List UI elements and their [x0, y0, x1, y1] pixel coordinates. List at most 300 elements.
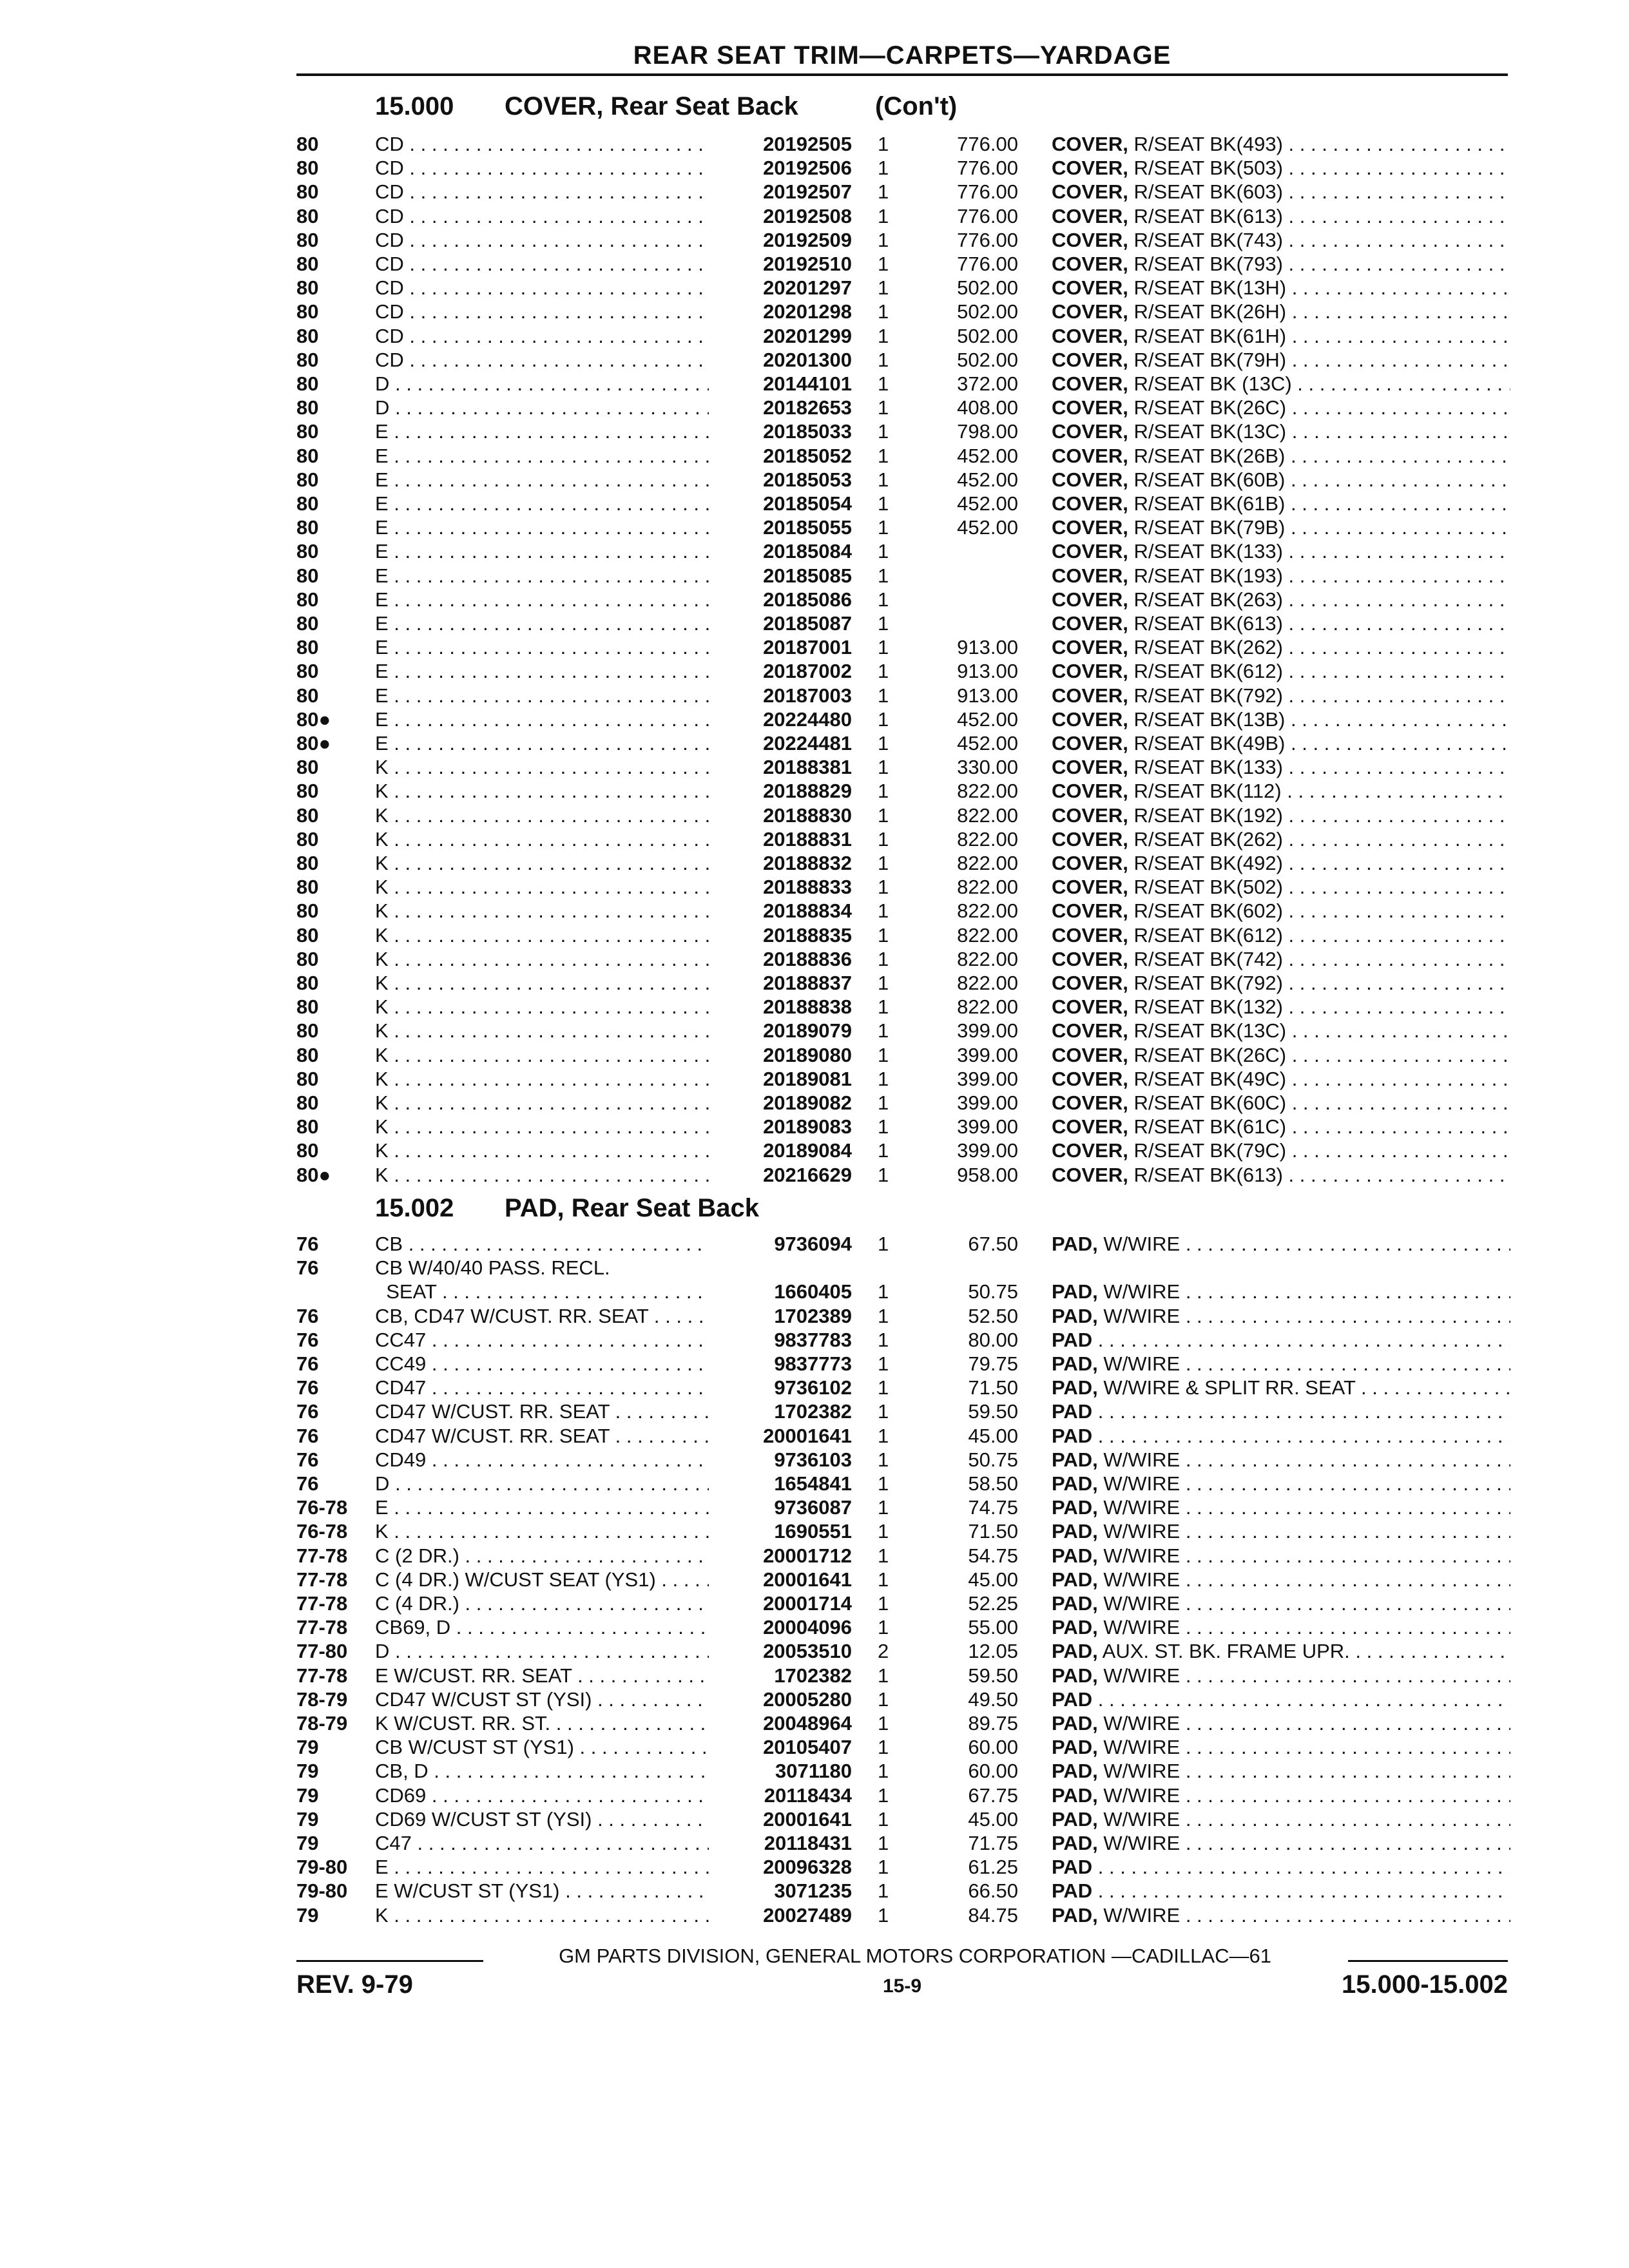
description-noun: COVER, [1052, 1067, 1128, 1090]
part-number: 20216629 [709, 1163, 852, 1187]
description-noun: COVER, [1052, 372, 1128, 395]
description-noun: COVER, [1052, 612, 1128, 635]
body-style: CD47 W/CUST ST (YSI) . . . [375, 1687, 723, 1711]
quantity: 1 [878, 732, 889, 754]
part-description [1052, 1903, 1510, 1927]
part-description [1052, 1043, 1510, 1067]
part-number: 20001641 [709, 1568, 852, 1591]
description-text: R/SEAT BK(792) [1133, 684, 1283, 707]
description-text: R/SEAT BK(60B) [1133, 468, 1286, 491]
part-number: 20188829 [709, 779, 852, 803]
model-year: 77-78 [296, 1664, 348, 1687]
part-description [1052, 564, 1510, 588]
part-description [1052, 228, 1510, 252]
model-year: 77-78 [296, 1544, 348, 1567]
description-text: R/SEAT BK(742) [1133, 947, 1283, 970]
body-style: K . . . [375, 827, 723, 851]
part-description [1052, 1280, 1510, 1303]
part-description [1052, 1615, 1510, 1639]
list-price: 776.00 [957, 180, 1018, 204]
part-description [1052, 684, 1510, 707]
body-style: E . . . [375, 515, 723, 539]
quantity: 1 [878, 1903, 889, 1927]
model-year: 80 [296, 253, 319, 275]
part-description [1052, 779, 1510, 803]
description-text: R/SEAT BK(61H) [1133, 324, 1287, 347]
description-text: R/SEAT BK(13B) [1133, 707, 1286, 731]
part-description [1052, 468, 1510, 492]
description-noun: COVER, [1052, 707, 1128, 731]
part-description [1052, 348, 1510, 372]
description-noun: PAD, [1052, 1544, 1098, 1567]
part-number: 20189083 [709, 1115, 852, 1139]
model-year: 80 [296, 852, 319, 874]
list-price: 822.00 [957, 923, 1018, 947]
table-row [0, 300, 1629, 323]
quantity: 1 [878, 1760, 889, 1783]
part-description [1052, 1831, 1510, 1855]
description-text: R/SEAT BK(193) [1133, 564, 1283, 587]
body-style: CD47 W/CUST. RR. SEAT . . . [375, 1399, 723, 1423]
description-noun: COVER, [1052, 756, 1128, 779]
model-year: 79-80 [296, 1879, 348, 1903]
table-row [0, 1831, 1629, 1855]
body-style: CD47 . . . [375, 1376, 723, 1399]
description-noun: COVER, [1052, 253, 1128, 275]
body-style: C47 . . . [375, 1831, 723, 1855]
quantity: 1 [878, 372, 889, 395]
part-number: 9736102 [709, 1376, 852, 1399]
model-year: 76 [296, 1328, 319, 1351]
description-text: W/WIRE [1103, 1783, 1181, 1807]
model-year: 80 [296, 899, 319, 923]
table-row [0, 995, 1629, 1019]
part-description [1052, 132, 1510, 156]
list-price: 399.00 [957, 1043, 1018, 1066]
description-noun: COVER, [1052, 540, 1128, 563]
list-price: 71.50 [968, 1520, 1018, 1543]
list-price: 958.00 [957, 1163, 1018, 1186]
section-heading [0, 92, 1629, 124]
part-description [1052, 923, 1510, 947]
table-row [0, 803, 1629, 827]
list-price: 58.50 [968, 1472, 1018, 1495]
quantity: 1 [878, 1568, 889, 1591]
list-price: 71.75 [968, 1832, 1018, 1854]
table-row [0, 1711, 1629, 1735]
part-description [1052, 635, 1510, 659]
body-style: D . . . [375, 1472, 723, 1495]
description-noun: COVER, [1052, 803, 1128, 827]
quantity: 1 [878, 1807, 889, 1831]
quantity: 1 [878, 1091, 889, 1114]
part-description [1052, 276, 1510, 300]
model-year: 80 [296, 636, 319, 659]
model-year: 79 [296, 1807, 319, 1831]
body-style: CB W/CUST ST (YS1) . . . [375, 1735, 723, 1759]
table-row [0, 1424, 1629, 1448]
model-year: 80 [296, 396, 319, 419]
description-noun: PAD, [1052, 1496, 1098, 1519]
quantity: 1 [878, 1496, 889, 1519]
description-noun: PAD, [1052, 1520, 1098, 1543]
table-row [0, 1735, 1629, 1759]
part-number: 20188834 [709, 899, 852, 923]
description-noun: COVER, [1052, 180, 1128, 204]
body-style: E . . . [375, 1495, 723, 1519]
body-style: C (4 DR.) W/CUST SEAT (YS1) . . . [375, 1568, 723, 1591]
description-text: W/WIRE [1103, 1807, 1181, 1831]
body-style: E . . . [375, 635, 723, 659]
quantity: 1 [878, 1163, 889, 1186]
part-description [1052, 1879, 1510, 1903]
part-description [1052, 1687, 1510, 1711]
part-number: 9736103 [709, 1448, 852, 1472]
list-price: 399.00 [957, 1115, 1018, 1139]
title-rule [296, 73, 1508, 76]
table-row [0, 659, 1629, 683]
description-text: R/SEAT BK(613) [1133, 204, 1283, 227]
part-number: 20185055 [709, 515, 852, 539]
description-noun: COVER, [1052, 972, 1128, 994]
model-year: 80 [296, 492, 319, 515]
list-price: 913.00 [957, 636, 1018, 659]
body-style: E . . . [375, 564, 723, 588]
body-style: CD . . . [375, 276, 723, 300]
description-noun: COVER, [1052, 588, 1128, 611]
part-number: 9736094 [709, 1232, 852, 1256]
body-style: SEAT . . . [375, 1280, 723, 1303]
list-price: 399.00 [957, 1019, 1018, 1043]
list-price: 502.00 [957, 300, 1018, 323]
model-year: 76 [296, 1256, 319, 1280]
body-style: D . . . [375, 396, 723, 419]
part-number: 20189080 [709, 1043, 852, 1067]
part-number: 20048964 [709, 1711, 852, 1735]
model-year: 80● [296, 707, 331, 731]
table-row [0, 1687, 1629, 1711]
quantity: 1 [878, 780, 889, 803]
body-style: K . . . [375, 1115, 723, 1139]
description-noun: PAD, [1052, 1783, 1098, 1807]
part-number: 20027489 [709, 1903, 852, 1927]
description-noun: PAD, [1052, 1352, 1098, 1375]
body-style: E . . . [375, 611, 723, 635]
table-row [0, 252, 1629, 276]
part-description [1052, 156, 1510, 180]
body-style: CD . . . [375, 204, 723, 228]
description-text: R/SEAT BK(492) [1133, 852, 1283, 874]
model-year: 80 [296, 972, 319, 994]
part-number: 20185087 [709, 611, 852, 635]
body-style: D . . . [375, 372, 723, 396]
body-style: CC47 . . . [375, 1328, 723, 1352]
part-description [1052, 1399, 1510, 1423]
section-name: COVER, Rear Seat Back [505, 92, 798, 120]
part-number: 20192510 [709, 252, 852, 276]
quantity: 1 [878, 756, 889, 779]
table-row [0, 1256, 1629, 1280]
table-row [0, 348, 1629, 372]
section-number: 15.002 [375, 1194, 454, 1222]
description-noun: COVER, [1052, 899, 1128, 923]
description-text: R/SEAT BK(60C) [1133, 1091, 1287, 1114]
part-description [1052, 803, 1510, 827]
model-year: 76-78 [296, 1496, 348, 1519]
model-year: 80 [296, 876, 319, 899]
section-range: 15.000-15.002 [1341, 1970, 1508, 1999]
model-year: 79 [296, 1736, 319, 1759]
part-description [1052, 1376, 1510, 1399]
list-price: 12.05 [968, 1640, 1018, 1663]
table-row [0, 1544, 1629, 1568]
part-description [1052, 1067, 1510, 1091]
description-text: R/SEAT BK(792) [1133, 972, 1283, 994]
part-number: 20224480 [709, 707, 852, 731]
model-year: 80 [296, 947, 319, 970]
description-noun: COVER, [1052, 420, 1128, 443]
list-price: 776.00 [957, 204, 1018, 227]
part-number: 20053510 [709, 1639, 852, 1663]
part-description [1052, 1232, 1510, 1256]
model-year: 77-80 [296, 1640, 348, 1663]
model-year: 76 [296, 1424, 319, 1447]
body-style: CD . . . [375, 300, 723, 323]
part-description [1052, 396, 1510, 419]
model-year: 76 [296, 1376, 319, 1399]
body-style: K . . . [375, 1163, 723, 1187]
table-row [0, 1091, 1629, 1115]
description-noun: PAD, [1052, 1640, 1098, 1663]
description-text: W/WIRE [1103, 1592, 1181, 1615]
description-noun: COVER, [1052, 516, 1128, 539]
table-row [0, 947, 1629, 971]
part-description [1052, 419, 1510, 443]
description-text: R/SEAT BK(79B) [1133, 516, 1286, 539]
list-price: 60.00 [968, 1736, 1018, 1759]
body-style: E W/CUST. RR. SEAT . . . [375, 1664, 723, 1687]
quantity: 1 [878, 1592, 889, 1615]
description-noun: PAD [1052, 1687, 1093, 1711]
model-year: 80 [296, 995, 319, 1019]
table-row [0, 180, 1629, 204]
model-year: 78-79 [296, 1712, 348, 1735]
part-number: 20188381 [709, 755, 852, 779]
body-style: CD47 W/CUST. RR. SEAT . . . [375, 1424, 723, 1448]
body-style: CD . . . [375, 252, 723, 276]
body-style: K . . . [375, 1019, 723, 1043]
body-style: CD69 . . . [375, 1783, 723, 1807]
part-description [1052, 372, 1510, 396]
quantity: 1 [878, 1424, 889, 1447]
part-number: 20192509 [709, 228, 852, 252]
quantity: 1 [878, 899, 889, 923]
body-style: CD49 . . . [375, 1448, 723, 1472]
list-price: 822.00 [957, 947, 1018, 970]
quantity: 1 [878, 1783, 889, 1807]
list-price: 776.00 [957, 157, 1018, 180]
body-style: K . . . [375, 851, 723, 875]
model-year: 76 [296, 1400, 319, 1423]
quantity: 1 [878, 1019, 889, 1043]
list-price: 913.00 [957, 660, 1018, 683]
footer-rule-left [296, 1960, 483, 1962]
part-number: 20005280 [709, 1687, 852, 1711]
model-year: 79-80 [296, 1856, 348, 1879]
description-text: W/WIRE [1103, 1903, 1181, 1927]
model-year: 76 [296, 1304, 319, 1327]
part-description [1052, 1735, 1510, 1759]
part-description [1052, 1519, 1510, 1543]
description-noun: PAD [1052, 1879, 1093, 1903]
part-number: 20187002 [709, 659, 852, 683]
table-row [0, 1615, 1629, 1639]
body-style: E . . . [375, 707, 723, 731]
body-style: K . . . [375, 947, 723, 971]
part-number: 20182653 [709, 396, 852, 419]
model-year: 80 [296, 420, 319, 443]
model-year: 80 [296, 468, 319, 491]
quantity: 1 [878, 1376, 889, 1399]
quantity: 1 [878, 1139, 889, 1162]
quantity: 1 [878, 516, 889, 539]
quantity: 1 [878, 1832, 889, 1854]
quantity: 1 [878, 612, 889, 635]
quantity: 1 [878, 1616, 889, 1639]
table-row [0, 419, 1629, 443]
body-style: K . . . [375, 803, 723, 827]
table-row [0, 324, 1629, 348]
part-number: 20188830 [709, 803, 852, 827]
part-number: 20188837 [709, 971, 852, 995]
list-price: 59.50 [968, 1400, 1018, 1423]
quantity: 1 [878, 684, 889, 707]
part-number: 20004096 [709, 1615, 852, 1639]
list-price: 822.00 [957, 852, 1018, 874]
description-noun: PAD, [1052, 1903, 1098, 1927]
list-price: 50.75 [968, 1280, 1018, 1303]
part-description [1052, 180, 1510, 204]
model-year: 80 [296, 540, 319, 563]
part-description [1052, 755, 1510, 779]
model-year: 80 [296, 348, 319, 371]
description-text: R/SEAT BK(79H) [1133, 348, 1287, 371]
quantity: 1 [878, 468, 889, 491]
quantity: 1 [878, 636, 889, 659]
body-style: CD . . . [375, 156, 723, 180]
quantity: 1 [878, 180, 889, 204]
footer-rule-right [1348, 1960, 1508, 1962]
table-row [0, 1759, 1629, 1783]
table-row [0, 1280, 1629, 1303]
list-price: 399.00 [957, 1067, 1018, 1090]
table-row [0, 1568, 1629, 1591]
part-number: 20192505 [709, 132, 852, 156]
part-description [1052, 492, 1510, 515]
model-year: 80 [296, 228, 319, 251]
list-price: 452.00 [957, 707, 1018, 731]
list-price: 55.00 [968, 1616, 1018, 1639]
description-noun: COVER, [1052, 995, 1128, 1019]
description-noun: PAD, [1052, 1760, 1098, 1783]
body-style: K . . . [375, 1067, 723, 1091]
body-style: K . . . [375, 875, 723, 899]
table-row [0, 1472, 1629, 1495]
description-noun: PAD, [1052, 1376, 1098, 1399]
part-number: 20188831 [709, 827, 852, 851]
list-price: 45.00 [968, 1807, 1018, 1831]
model-year: 80 [296, 1115, 319, 1139]
model-year: 80 [296, 276, 319, 300]
body-style: E . . . [375, 539, 723, 563]
table-row [0, 1879, 1629, 1903]
list-price: 52.25 [968, 1592, 1018, 1615]
list-price: 50.75 [968, 1448, 1018, 1471]
description-text: R/SEAT BK(262) [1133, 636, 1283, 659]
list-price: 372.00 [957, 372, 1018, 395]
list-price: 502.00 [957, 276, 1018, 300]
table-row [0, 971, 1629, 995]
description-text: W/WIRE [1103, 1496, 1181, 1519]
quantity: 1 [878, 588, 889, 611]
table-row [0, 1855, 1629, 1879]
model-year: 80 [296, 1091, 319, 1114]
part-description [1052, 1472, 1510, 1495]
table-row [0, 564, 1629, 588]
body-style: E . . . [375, 659, 723, 683]
part-number: 20185054 [709, 492, 852, 515]
table-row [0, 755, 1629, 779]
part-description [1052, 1448, 1510, 1472]
description-noun: COVER, [1052, 947, 1128, 970]
quantity: 1 [878, 228, 889, 251]
part-number: 20188836 [709, 947, 852, 971]
list-price: 67.75 [968, 1783, 1018, 1807]
quantity: 1 [878, 1400, 889, 1423]
part-description [1052, 707, 1510, 731]
part-description [1052, 444, 1510, 468]
body-style: CB . . . [375, 1232, 723, 1256]
part-number: 20192508 [709, 204, 852, 228]
part-description [1052, 1639, 1510, 1663]
part-number: 20188833 [709, 875, 852, 899]
table-row [0, 396, 1629, 419]
model-year: 80 [296, 684, 319, 707]
description-noun: COVER, [1052, 276, 1128, 300]
body-style: CD . . . [375, 348, 723, 372]
description-text: W/WIRE [1103, 1616, 1181, 1639]
quantity: 2 [878, 1640, 889, 1663]
quantity: 1 [878, 276, 889, 300]
list-price: 66.50 [968, 1879, 1018, 1903]
description-text: R/SEAT BK(133) [1133, 756, 1283, 779]
description-text: R/SEAT BK(613) [1133, 612, 1283, 635]
description-noun: COVER, [1052, 300, 1128, 323]
list-price: 52.50 [968, 1304, 1018, 1327]
description-text: R/SEAT BK(112) [1133, 780, 1282, 803]
part-number: 20144101 [709, 372, 852, 396]
list-price: 822.00 [957, 972, 1018, 994]
part-description [1052, 1139, 1510, 1162]
description-noun: PAD, [1052, 1472, 1098, 1495]
description-noun: PAD, [1052, 1832, 1098, 1854]
model-year: 80 [296, 204, 319, 227]
table-row [0, 1807, 1629, 1831]
description-text: W/WIRE [1103, 1712, 1181, 1735]
section-number: 15.000 [375, 92, 454, 120]
list-price: 822.00 [957, 995, 1018, 1019]
quantity: 1 [878, 444, 889, 467]
